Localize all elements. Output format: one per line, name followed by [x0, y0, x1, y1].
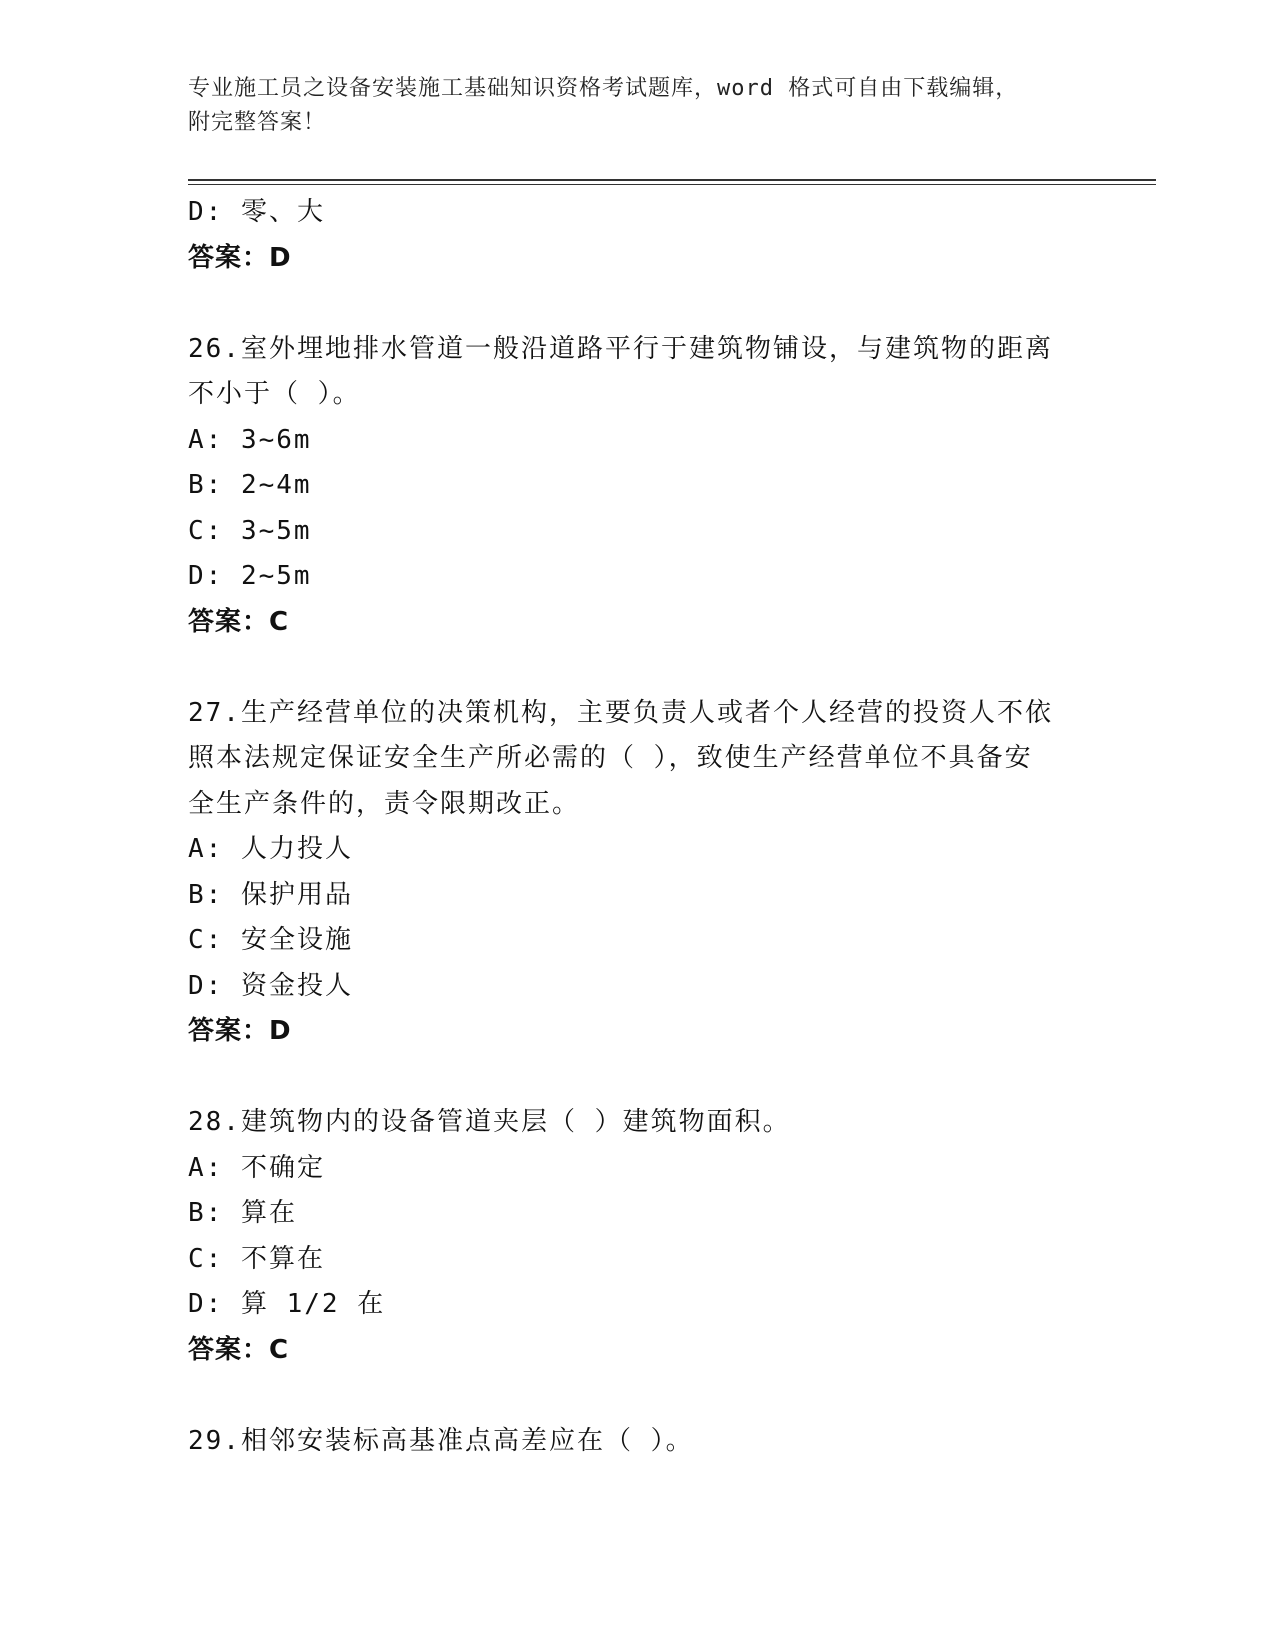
option-c: C: 不算在: [188, 1243, 325, 1274]
answer-line: 答案：D: [188, 242, 292, 273]
header-line-1: 专业施工员之设备安装施工基础知识资格考试题库，word 格式可自由下载编辑，: [188, 76, 1019, 101]
page-header: [188, 72, 1088, 140]
question-25-tail: [188, 190, 1088, 281]
option-b: B: 保护用品: [188, 879, 353, 910]
question-28: [188, 1100, 1088, 1373]
question-stem-line: 不小于（ ）。: [188, 379, 361, 409]
option-b: B: 算在: [188, 1198, 297, 1228]
question-26: [188, 327, 1088, 646]
option-d: D: 2~5m: [188, 561, 312, 591]
answer-line: 答案：D: [188, 1016, 292, 1046]
question-list: [188, 190, 1088, 1464]
answer-line: 答案：C: [188, 1334, 290, 1365]
option-b: B: 2~4m: [188, 470, 312, 500]
question-stem-line: 26.室外埋地排水管道一般沿道路平行于建筑物铺设，与建筑物的距离: [188, 333, 1053, 364]
question-27: [188, 691, 1088, 1055]
question-stem-line: 28.建筑物内的设备管道夹层（ ）建筑物面积。: [188, 1107, 791, 1137]
header-divider-thick: [188, 179, 1156, 181]
option-d: D: 资金投人: [188, 970, 353, 1001]
question-spacer: [188, 1055, 1088, 1101]
question-stem-line: 全生产条件的，责令限期改正。: [188, 788, 581, 819]
question-spacer: [188, 645, 1088, 691]
question-stem-line: 29.相邻安装标高基准点高差应在（ ）。: [188, 1425, 694, 1456]
question-stem-line: 照本法规定保证安全生产所必需的（ ），致使生产经营单位不具备安: [188, 743, 1033, 773]
option-a: A: 不确定: [188, 1152, 325, 1183]
question-spacer: [188, 1373, 1088, 1419]
option-a: A: 人力投人: [188, 834, 353, 864]
question-29: [188, 1419, 1088, 1465]
option-d: D: 零、大: [188, 197, 325, 227]
header-divider-thin: [188, 184, 1156, 185]
question-spacer: [188, 281, 1088, 327]
option-a: A: 3~6m: [188, 424, 312, 455]
question-stem-line: 27.生产经营单位的决策机构，主要负责人或者个人经营的投资人不依: [188, 697, 1053, 728]
option-c: C: 3~5m: [188, 515, 312, 546]
answer-line: 答案：C: [188, 606, 290, 637]
option-d: D: 算 1/2 在: [188, 1289, 386, 1319]
header-line-2: 附完整答案！: [188, 110, 327, 135]
option-c: C: 安全设施: [188, 925, 353, 955]
